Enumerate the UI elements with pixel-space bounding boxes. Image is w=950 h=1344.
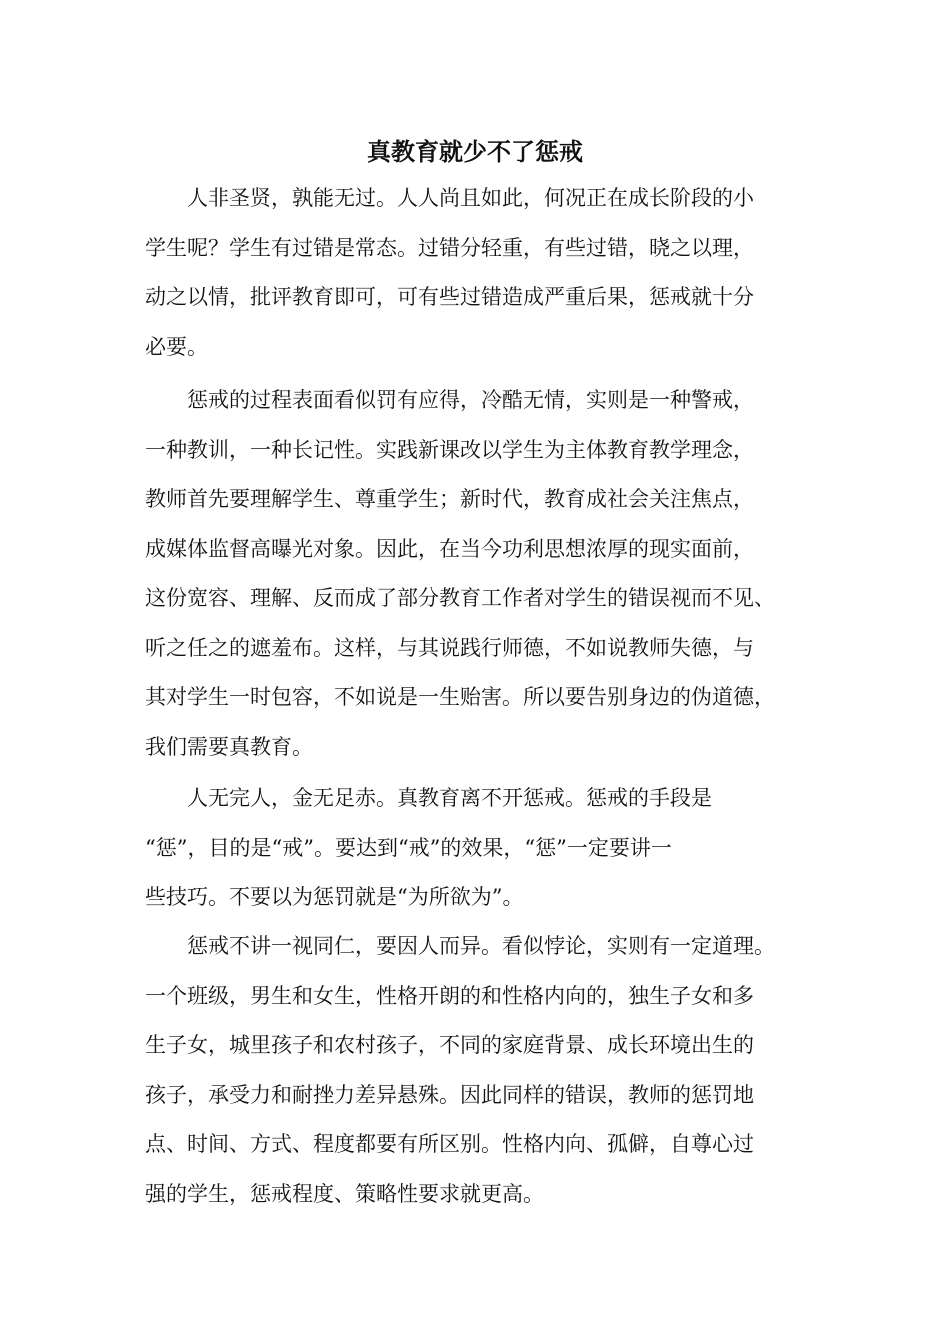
text-line: 学生呢？学生有过错是常态。过错分轻重，有些过错，晓之以理， [145,235,754,260]
text-line: 惩戒的过程表面看似罚有应得，冷酷无情，实则是一种警戒， [187,388,754,412]
text-line: 教师首先要理解学生、尊重学生；新时代，教育成社会关注焦点， [145,487,754,511]
text-line: 惩戒不讲一视同仁，要因人而异。看似悖论，实则有一定道理。 [187,934,775,958]
paragraph-2 [145,376,775,772]
text-line: 孩子，承受力和耐挫力差异悬殊。因此同样的错误，教师的惩罚地 [145,1082,754,1107]
text-line: “惩”，目的是“戒”。要达到“戒”的效果，“惩”一定要讲一 [145,835,672,860]
document-title: 真教育就少不了惩戒 [367,137,583,166]
paragraph-4 [145,922,775,1219]
text-line: 人无完人，金无足赤。真教育离不开惩戒。惩戒的手段是 [187,786,712,810]
text-line: 我们需要真教育。 [145,734,313,759]
text-line: 人非圣贤，孰能无过。人人尚且如此，何况正在成长阶段的小 [187,186,754,210]
text-line: 点、时间、方式、程度都要有所区别。性格内向、孤僻，自尊心过 [145,1132,754,1156]
text-line: 一个班级，男生和女生，性格开朗的和性格内向的，独生子女和多 [145,983,754,1008]
text-line: 些技巧。不要以为惩罚就是“为所欲为”。 [145,885,524,909]
text-line: 生子女，城里孩子和农村孩子，不同的家庭背景、成长环境出生的 [145,1033,754,1057]
text-line: 听之任之的遮羞布。这样，与其说践行师德，不如说教师失德，与 [145,635,754,660]
text-line: 一种教训，一种长记性。实践新课改以学生为主体教育教学理念， [145,437,754,462]
text-line: 成媒体监督高曝光对象。因此，在当今功利思想浓厚的现实面前， [145,536,754,561]
text-line: 必要。 [145,334,208,359]
paragraph-3 [145,774,712,923]
text-line: 强的学生，惩戒程度、策略性要求就更高。 [145,1181,544,1206]
text-line: 其对学生一时包容，不如说是一生贻害。所以要告别身边的伪道德， [145,685,775,709]
text-line: 动之以情，批评教育即可，可有些过错造成严重后果，惩戒就十分 [145,285,754,309]
paragraph-1 [145,174,754,372]
text-line: 这份宽容、理解、反而成了部分教育工作者对学生的错误视而不见、 [145,586,775,610]
